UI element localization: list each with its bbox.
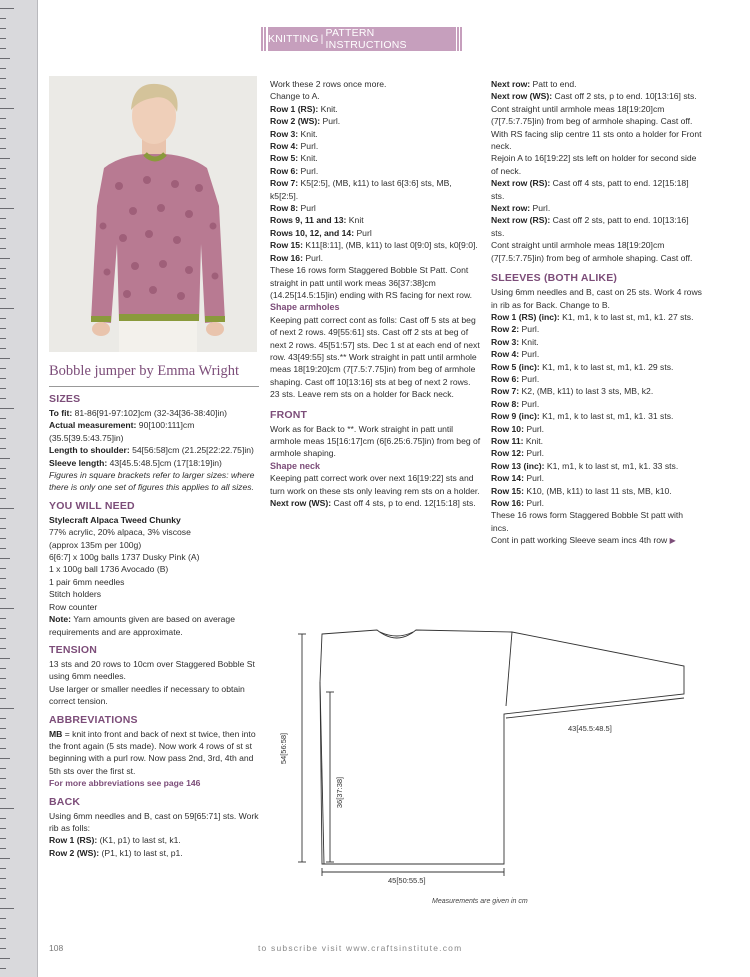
- ruler-tick: [0, 658, 10, 659]
- ruler-tick: [0, 588, 6, 589]
- abbreviations-link[interactable]: For more abbreviations see page 146: [49, 778, 201, 789]
- tension-text-2: Use larger or smaller needles if necessary to obtain correct tension.: [49, 683, 245, 707]
- ruler-tick: [0, 238, 6, 239]
- divider: [49, 386, 259, 387]
- next-row-5: Next row (RS): Cast off 2 sts, patt to end. 10[13:16] sts.: [491, 215, 689, 238]
- ruler-tick: [0, 278, 6, 279]
- sleeve-row: Row 9 (inc): K1, m1, k to last st, m1, k1. 31 sts.: [491, 411, 674, 422]
- right-column: [491, 78, 703, 548]
- ruler-tick: [0, 758, 10, 759]
- sleeve-row: Row 6: Purl.: [491, 373, 540, 384]
- model-photo: [49, 76, 257, 352]
- ruler-tick: [0, 508, 14, 509]
- ruler-tick: [0, 208, 14, 209]
- ruler-tick: [0, 848, 6, 849]
- ruler-tick: [0, 868, 6, 869]
- right-text-3: Rejoin A to 16[19:22] sts left on holder for second side of neck.: [491, 153, 697, 176]
- ruler-tick: [0, 678, 6, 679]
- next-row-3: Next row (RS): Cast off 4 sts, patt to end. 12[15:18] sts.: [491, 178, 689, 201]
- length-label: 54[56:58]: [279, 732, 289, 765]
- ruler-tick: [0, 818, 6, 819]
- ruler-tick: [0, 498, 6, 499]
- sleeve-row: Row 16: Purl.: [491, 498, 545, 508]
- ruler-tick: [0, 448, 6, 449]
- continue-arrow-icon: ▶: [669, 536, 676, 546]
- ruler-tick: [0, 18, 6, 19]
- page-number: 108: [49, 943, 64, 953]
- pattern-row: Rows 9, 11 and 13: Knit: [270, 215, 364, 226]
- sizes-heading: SIZES: [49, 393, 81, 405]
- right-text-1: Cont straight until armhole meas 18[19:20]cm (7[7.5:7.75]in) from beg of armhole shaping. Cast off.: [491, 103, 693, 127]
- pattern-row: Rows 10, 12, and 14: Purl: [270, 227, 372, 238]
- width-label: 45[50:55.5]: [388, 876, 426, 885]
- ruler-tick: [0, 538, 6, 539]
- pattern-row: Row 1 (RS): Knit.: [270, 103, 338, 114]
- front-text: Work as for Back to **. Work straight in patt until armhole meas 15[16:17]cm (6[6.25:6.75]in) from beg of armhole shaping.: [270, 423, 481, 459]
- abbreviation-mb: MB = knit into front and back of next st twice, then into the front again (5 sts made). Now work 4 rows of st st beginning with a purl row. Now pass 2nd, 3rd, 4th and 5th sts over the first st.: [49, 728, 256, 776]
- ruler-tick: [0, 348, 6, 349]
- ruler-tick: [0, 598, 6, 599]
- back-text: Using 6mm needles and B, cast on 59[65:71] sts. Work rib as folls:: [49, 810, 259, 833]
- ruler-tick: [0, 378, 6, 379]
- intro-lines: [270, 78, 482, 103]
- sleeve-row: Row 13 (inc): K1, m1, k to last st, m1, k1. 33 sts.: [491, 460, 679, 471]
- ruler-tick: [0, 958, 10, 959]
- ruler-tick: [0, 428, 6, 429]
- ruler-tick: [0, 88, 6, 89]
- sleeve-length-label: 43[45.5:48.5]: [568, 724, 612, 733]
- ruler-tick: [0, 228, 6, 229]
- ruler-tick: [0, 908, 14, 909]
- ruler-tick: [0, 558, 10, 559]
- back-pattern-rows: [270, 103, 482, 264]
- measurements-note: Measurements are given in cm: [432, 898, 528, 905]
- pattern-row: Row 16: Purl.: [270, 252, 324, 263]
- material-line: 1 pair 6mm needles: [49, 576, 125, 587]
- ruler-tick: [0, 78, 6, 79]
- right-text-4: Cont straight until armhole meas 18[19:20]cm (7[7.5:7.75]in) from beg of armhole shaping. Cast off.: [491, 240, 693, 263]
- ruler-tick: [0, 778, 6, 779]
- ruler-tick: [0, 698, 6, 699]
- pattern-row: Row 7: K5[2:5], (MB, k11) to last 6[3:6] sts, MB, k5[2:5].: [270, 178, 452, 201]
- ruler-tick: [0, 138, 6, 139]
- ruler-tick: [0, 418, 6, 419]
- front-heading: FRONT: [270, 408, 308, 421]
- next-row-2: Next row (WS): Cast off 2 sts, p to end. 10[13:16] sts.: [491, 91, 697, 102]
- ruler-tick: [0, 358, 10, 359]
- right-text-2: With RS facing slip centre 11 sts onto a holder for Front neck.: [491, 128, 702, 152]
- middle-column: [270, 78, 482, 509]
- next-row-1: Next row: Patt to end.: [491, 79, 577, 89]
- ruler-tick: [0, 38, 6, 39]
- ruler-tick: [0, 298, 6, 299]
- sleeve-length: Sleeve length: 43[45.5:48.5]cm (17[18:19]in): [49, 457, 222, 468]
- ruler-tick: [0, 638, 6, 639]
- yarn-name: Stylecraft Alpaca Tweed Chunky: [49, 514, 181, 525]
- separator: |: [320, 33, 324, 45]
- ruler-tick: [0, 128, 6, 129]
- ruler-tick: [0, 198, 6, 199]
- material-line: 1 x 100g ball 1736 Avocado (B): [49, 564, 169, 575]
- ruler-tick: [0, 518, 6, 519]
- material-line: Stitch holders: [49, 589, 102, 600]
- ruler-tick: [0, 408, 14, 409]
- tension-heading: TENSION: [49, 643, 98, 656]
- ruler-tick: [0, 188, 6, 189]
- sleeve-row: Row 14: Purl.: [491, 473, 545, 484]
- ruler-tick: [0, 648, 6, 649]
- ruler-tick: [0, 438, 6, 439]
- ruler-tick: [0, 568, 6, 569]
- sleeve-row: Row 2: Purl.: [491, 324, 540, 335]
- pattern-row: Row 2 (WS): Purl.: [270, 116, 341, 127]
- pattern-row: Row 5: Knit.: [270, 153, 318, 164]
- ruler-tick: [0, 828, 6, 829]
- ruler-tick: [0, 478, 6, 479]
- ruler-tick: [0, 748, 6, 749]
- ruler-tick: [0, 548, 6, 549]
- sleeve-row: Row 1 (RS) (inc): K1, m1, k to last st, m1, k1. 27 sts.: [491, 311, 694, 322]
- ruler-tick: [0, 948, 6, 949]
- back-heading: BACK: [49, 795, 81, 808]
- you-will-need-heading: YOU WILL NEED: [49, 499, 135, 512]
- ruler-tick: [0, 808, 14, 809]
- ruler-tick: [0, 618, 6, 619]
- ruler-tick: [0, 708, 14, 709]
- ruler-tick: [0, 68, 6, 69]
- ruler-tick: [0, 738, 6, 739]
- ruler-tick: [0, 248, 6, 249]
- ruler-tick: [0, 788, 6, 789]
- ruler-tick: [0, 628, 6, 629]
- ruler-tick: [0, 218, 6, 219]
- ruler-tick: [0, 258, 10, 259]
- ruler-tick: [0, 158, 10, 159]
- ruler-tick: [0, 918, 6, 919]
- ruler-tick: [0, 168, 6, 169]
- ruler-tick: [0, 798, 6, 799]
- ruler-tick: [0, 688, 6, 689]
- abbreviations-heading: ABBREVIATIONS: [49, 713, 138, 726]
- ruler-tick: [0, 288, 6, 289]
- ruler-tick: [0, 148, 6, 149]
- neck-next-row: Next row (WS): Cast off 4 sts, p to end. 12[15:18] sts.: [270, 498, 476, 508]
- sleeves-continue: Cont in patt working Sleeve seam incs 4th row ▶: [491, 535, 676, 546]
- material-line: Row counter: [49, 601, 98, 612]
- ruler-tick: [0, 898, 6, 899]
- ruler-tick: [0, 458, 10, 459]
- ruler-tick: [0, 728, 6, 729]
- ruler-tick: [0, 468, 6, 469]
- to-fit: To fit: 81-86[91-97:102]cm (32-34[36-38:40]in): [49, 408, 228, 418]
- intro-line: Work these 2 rows once more.: [270, 79, 387, 89]
- shape-neck-heading: Shape neck: [270, 460, 321, 471]
- armholes-text: Keeping patt correct cont as folls: Cast off 5 sts at beg of next 2 rows. 49[55:61] sts. Cast off 2 sts at beg of next 2 rows. 45[51:57] sts. Dec 1 st at each end of next row. 43[49:55] sts.** Work straight in patt until armhole meas 18[19:20]cm (7[7.5:7.75]in) from beg of armhole shaping. Cast off 10[13:16] sts at beg of next 2 rows. 23 sts. Leave rem sts on a holder for Back neck.: [270, 314, 480, 400]
- figures-note: Figures in square brackets refer to larger sizes: where there is only one set of figures this applies to all sizes.: [49, 470, 255, 493]
- body-length-label: 36[37:38]: [335, 776, 345, 809]
- tension-text: 13 sts and 20 rows to 10cm over Staggered Bobble St using 6mm needles.: [49, 658, 255, 682]
- material-line: (approx 135m per 100g): [49, 539, 142, 550]
- ruler-tick: [0, 268, 6, 269]
- sleeve-row: Row 15: K10, (MB, k11) to last 11 sts, MB, k10.: [491, 485, 672, 496]
- ruler-tick: [0, 718, 6, 719]
- sleeve-pattern-rows: [491, 311, 703, 510]
- sleeve-row: Row 4: Purl.: [491, 349, 540, 360]
- pattern-row: Row 3: Knit.: [270, 128, 318, 139]
- subscribe-link[interactable]: to subscribe visit www.craftsinstitute.com: [258, 943, 463, 953]
- pattern-row: Row 8: Purl: [270, 203, 316, 214]
- materials-list: [49, 526, 259, 613]
- ruler-tick: [0, 308, 14, 309]
- sleeve-row: Row 10: Purl.: [491, 423, 545, 434]
- section-label: KNITTING: [268, 33, 319, 45]
- length-to-shoulder: Length to shoulder: 54[56:58]cm (21.25[22:22.75]in): [49, 445, 254, 456]
- ruler-tick: [0, 668, 6, 669]
- ruler-tick: [0, 338, 6, 339]
- sleeve-row: Row 3: Knit.: [491, 336, 539, 347]
- ruler-tick: [0, 58, 10, 59]
- back-row-1: Row 1 (RS): (K1, p1) to last st, k1.: [49, 835, 181, 846]
- pattern-summary: These 16 rows form Staggered Bobble St Patt. Cont straight in patt until work meas 36[37:38]cm (14.25[14.5:15]in) ending with RS facing for next row.: [270, 265, 473, 300]
- ruler-tick: [0, 368, 6, 369]
- ruler-tick: [0, 388, 6, 389]
- pattern-title: Bobble jumper by Emma Wright: [49, 363, 240, 379]
- shape-armholes-heading: Shape armholes: [270, 302, 340, 313]
- pattern-row: Row 6: Purl.: [270, 165, 319, 176]
- ruler-tick: [0, 118, 6, 119]
- ruler-tick: [0, 608, 14, 609]
- ruler-tick: [0, 938, 6, 939]
- actual-measurement: Actual measurement: 90[100:111]cm (35.5[39.5:43.75]in): [49, 420, 195, 443]
- ruler-tick: [0, 328, 6, 329]
- ruler-tick: [0, 398, 6, 399]
- ruler-tick: [0, 8, 14, 9]
- pattern-row: Row 4: Purl.: [270, 141, 319, 152]
- ruler-tick: [0, 858, 10, 859]
- ruler-tick: [0, 108, 14, 109]
- ruler-tick: [0, 968, 6, 969]
- sleeve-row: Row 8: Purl.: [491, 398, 540, 409]
- ruler-tick: [0, 578, 6, 579]
- ruler-tick: [0, 928, 6, 929]
- sleeve-row: Row 7: K2, (MB, k11) to last 3 sts, MB, k2.: [491, 386, 654, 397]
- sleeve-row: Row 11: Knit.: [491, 435, 544, 446]
- sleeve-row: Row 5 (inc): K1, m1, k to last st, m1, k1. 29 sts.: [491, 361, 674, 372]
- material-line: 77% acrylic, 20% alpaca, 3% viscose: [49, 527, 191, 538]
- next-row-4: Next row: Purl.: [491, 203, 551, 214]
- ruler-tick: [0, 488, 6, 489]
- ruler-tick: [0, 98, 6, 99]
- sleeves-text: Using 6mm needles and B, cast on 25 sts. Work 4 rows in rib as for Back. Change to B.: [491, 287, 702, 310]
- section-header-badge: [268, 27, 456, 51]
- material-line: 6[6:7] x 100g balls 1737 Dusky Pink (A): [49, 552, 200, 563]
- pattern-row: Row 15: K11[8:11], (MB, k11) to last 0[9:0] sts, k0[9:0].: [270, 240, 478, 251]
- back-row-2: Row 2 (WS): (P1, k1) to last st, p1.: [49, 847, 183, 858]
- sleeves-heading: SLEEVES (BOTH ALIKE): [491, 272, 618, 285]
- measuring-ruler: [0, 0, 38, 977]
- ruler-tick: [0, 838, 6, 839]
- ruler-tick: [0, 48, 6, 49]
- ruler-tick: [0, 888, 6, 889]
- ruler-tick: [0, 318, 6, 319]
- garment-schematic: [279, 622, 702, 918]
- yarn-note: Note: Yarn amounts given are based on average requirements and are approximate.: [49, 614, 235, 637]
- ruler-tick: [0, 28, 6, 29]
- sleeve-row: Row 12: Purl.: [491, 448, 545, 459]
- left-column: [49, 362, 259, 859]
- ruler-tick: [0, 768, 6, 769]
- neck-text: Keeping patt correct work over next 16[19:22] sts and turn work on these sts only leaving rem sts on a holder.: [270, 473, 480, 496]
- ruler-tick: [0, 878, 6, 879]
- intro-line: Change to A.: [270, 91, 320, 102]
- ruler-tick: [0, 528, 6, 529]
- sleeves-after: These 16 rows form Staggered Bobble St patt with incs.: [491, 510, 684, 533]
- subsection-label: PATTERN INSTRUCTIONS: [325, 27, 407, 51]
- ruler-tick: [0, 178, 6, 179]
